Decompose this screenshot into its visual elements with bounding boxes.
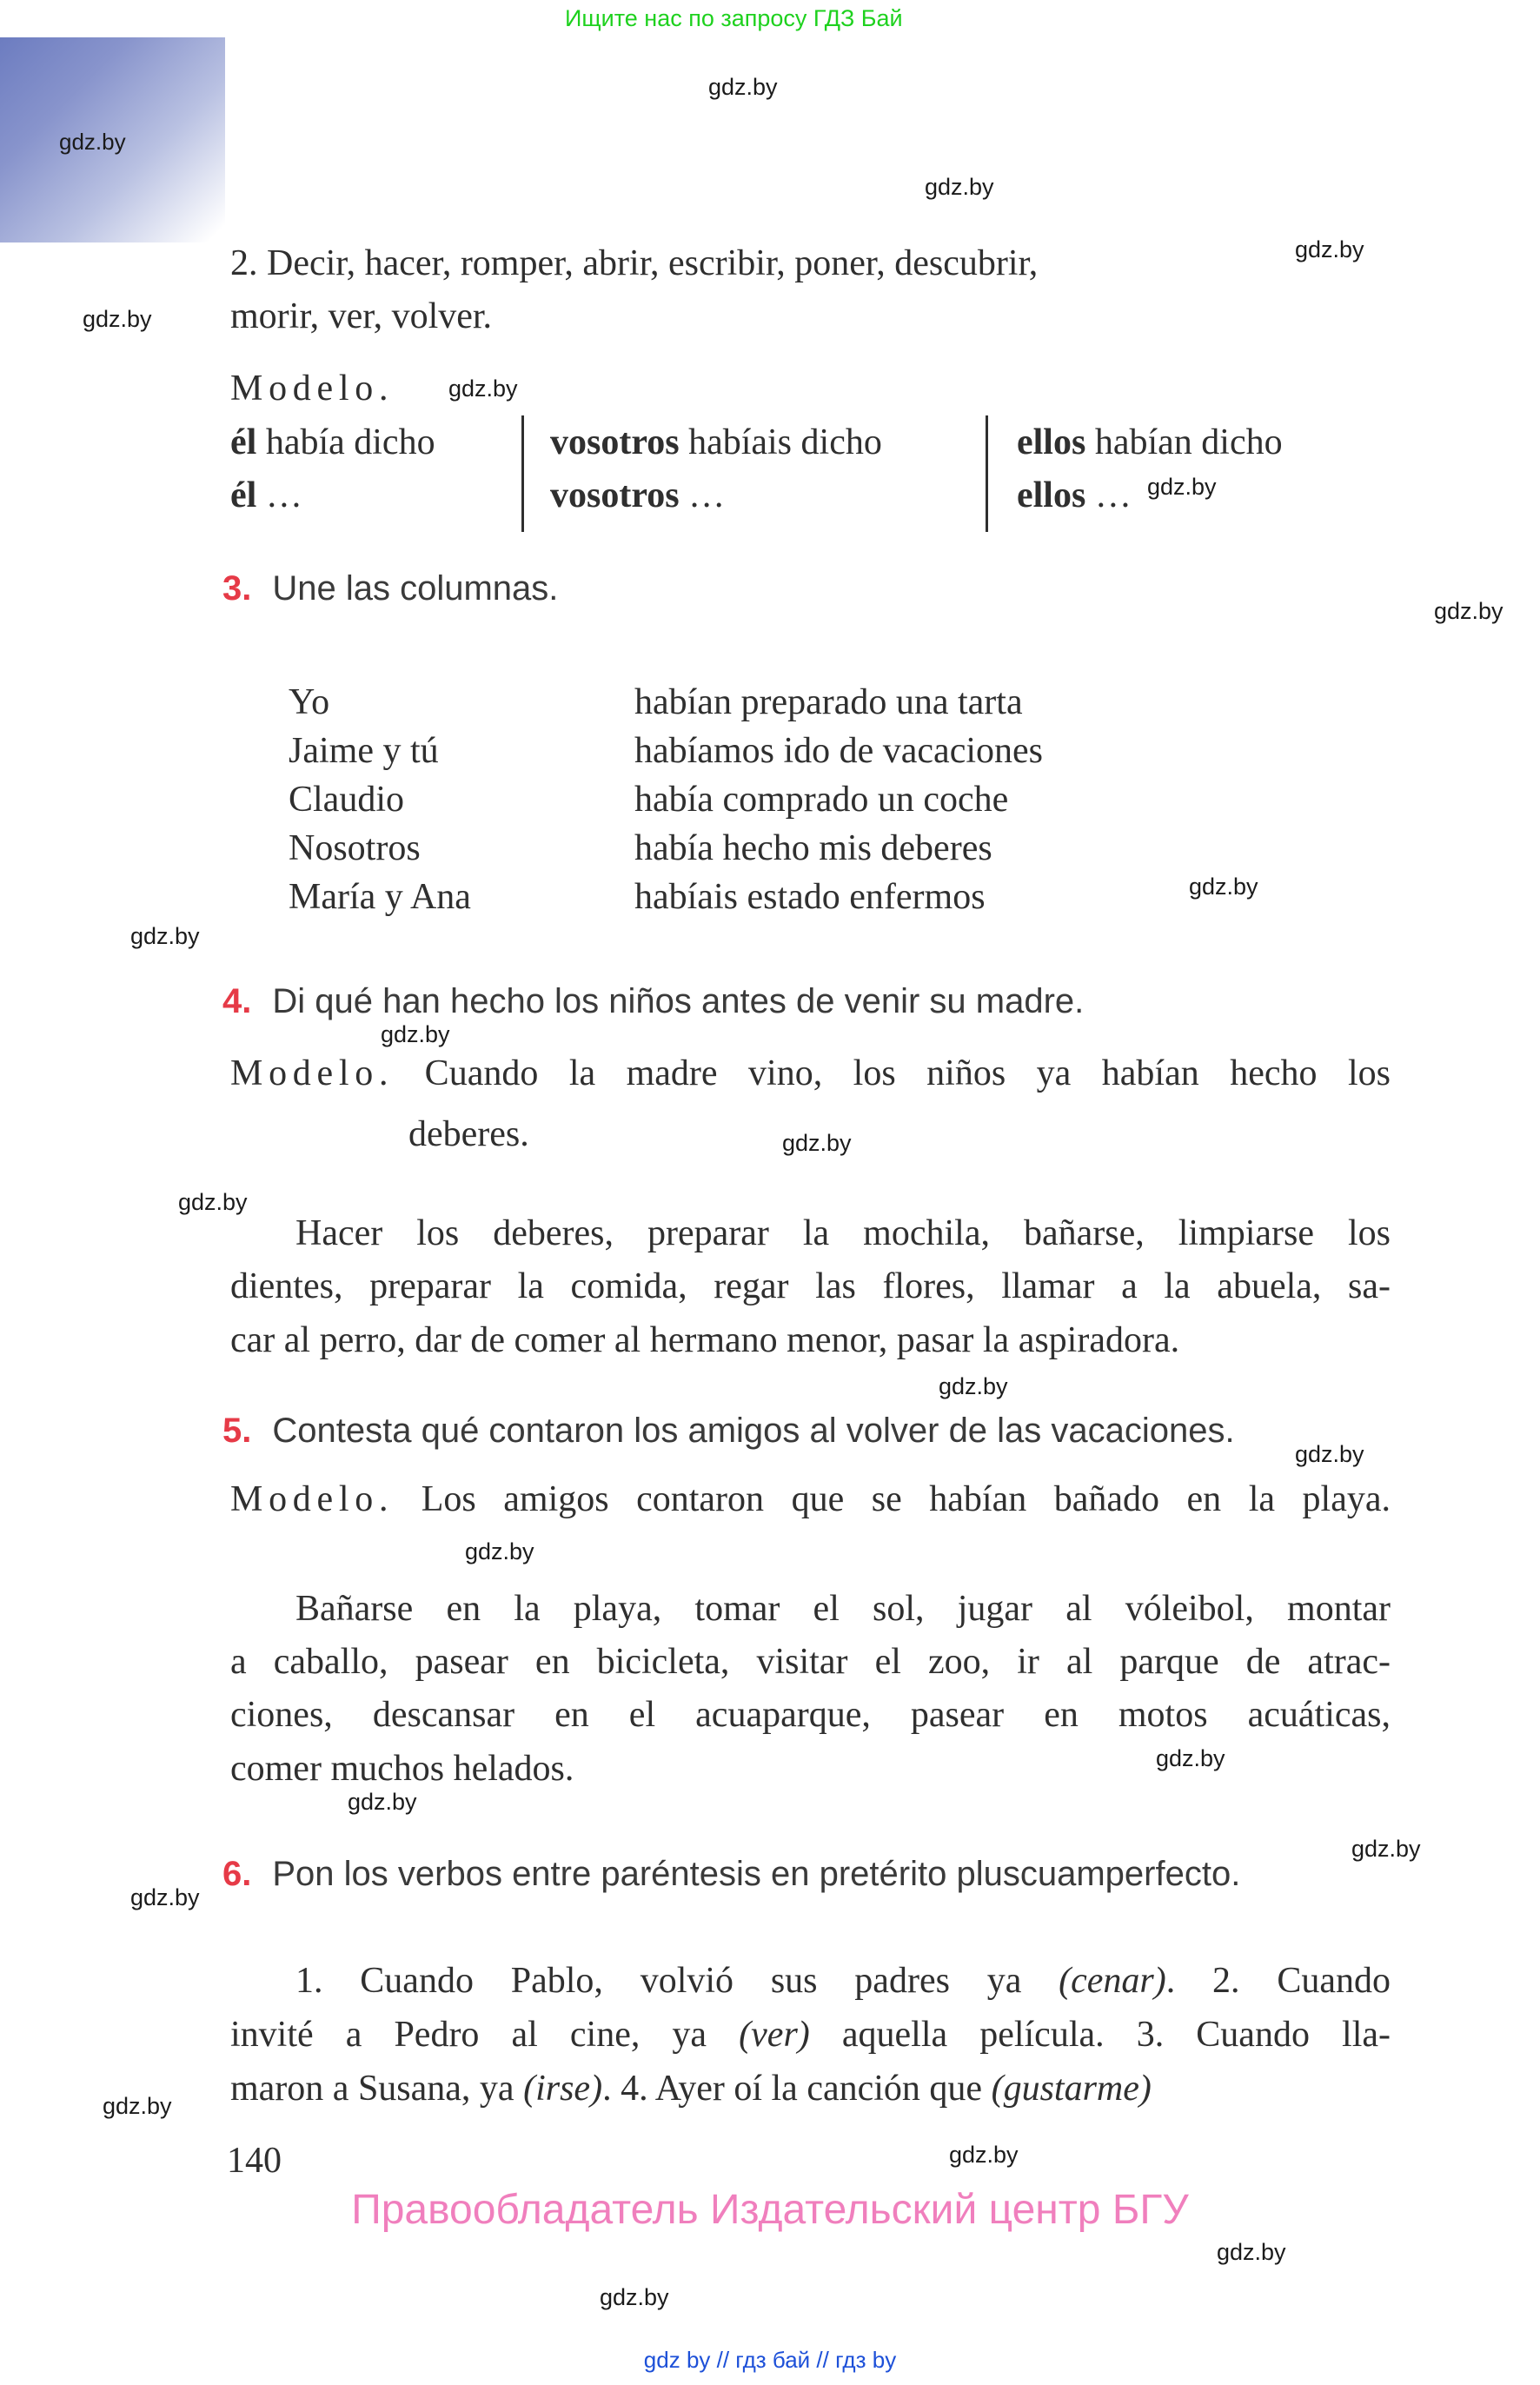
page-number: 140 [227,2141,282,2181]
exercise-title: Contesta qué contaron los amigos al volver de las vacaciones. [272,1412,1235,1450]
modelo-cell [550,475,725,515]
list-item: Nosotros [289,828,421,868]
list-item: habían preparado una tarta [634,682,1023,722]
exercise-title: Di qué han hecho los niños antes de venir su madre. [272,982,1085,1020]
modelo-cell [230,475,302,515]
exercise4-para-line3: car al perro, dar de comer al hermano menor, pasar la aspiradora. [230,1320,1180,1360]
footer-link[interactable]: gdz by // гдз бай // гдз by [643,2347,897,2373]
text-segment: él [230,475,257,515]
list-item: había hecho mis deberes [634,828,992,868]
text-segment: habíais dicho [679,422,882,462]
watermark-gdzby: gdz.by [1295,1441,1364,1467]
watermark-gdzby: gdz.by [1434,598,1503,624]
exercise6-heading [222,1855,1240,1894]
modelo4-line2: deberes. [408,1114,529,1154]
exercise-number: 6. [222,1855,252,1893]
text-segment: maron a Susana, ya [230,2069,524,2109]
exercise6-para-line1 [230,1961,1391,2001]
text-segment: él [230,422,257,462]
watermark-gdzby: gdz.by [130,923,200,949]
text-segment: ellos [1017,422,1086,462]
watermark-gdzby: gdz.by [925,174,994,200]
text-segment: aquella película. 3. Cuando lla- [809,2015,1391,2055]
watermark-gdzby: gdz.by [600,2284,669,2310]
watermark-gdzby: gdz.by [348,1789,417,1815]
list-item: Claudio [289,780,404,820]
exercise3-heading [222,569,558,608]
exercise-number: 5. [222,1412,252,1450]
watermark-gdzby: gdz.by [1217,2239,1286,2265]
modelo5-line [230,1479,1391,1519]
watermark-gdzby: gdz.by [939,1373,1008,1399]
watermark-gdzby: gdz.by [1189,874,1258,900]
exercise5-para-line4: comer muchos helados. [230,1749,574,1789]
exercise2-line2: morir, ver, volver. [230,296,493,336]
text-segment: habían dicho [1085,422,1283,462]
watermark-gdzby: gdz.by [1295,236,1364,262]
text-segment: … [1085,475,1132,515]
text-segment: (irse) [523,2069,603,2109]
exercise5-heading [222,1412,1235,1451]
exercise-number: 4. [222,982,252,1020]
match-column-right [634,678,1043,921]
watermark-gdzby: gdz.by [1147,474,1217,500]
watermark-gdzby: gdz.by [782,1130,852,1156]
modelo-cell [1017,422,1283,462]
exercise4-heading [222,982,1084,1021]
watermark-gdzby: gdz.by [465,1538,534,1565]
modelo-cell [230,422,435,462]
column-divider [521,415,524,532]
watermark-gdzby: gdz.by [178,1189,248,1215]
text-segment: vosotros [550,422,680,462]
text-segment: (ver) [739,2015,810,2055]
text-segment: ellos [1017,475,1086,515]
promo-banner: Ищите нас по запросу ГДЗ Бай [565,5,903,31]
text-segment: Modelo. [230,1479,395,1519]
exercise6-para-line3 [230,2069,1152,2109]
text-segment: Modelo. [230,1053,395,1093]
text-segment: … [256,475,302,515]
column-divider [986,415,988,532]
text-segment: vosotros [550,475,680,515]
modelo-label: Modelo. [230,369,395,409]
text-segment: . 2. Cuando [1165,1961,1391,2001]
exercise5-para-line1: Bañarse en la playa, tomar el sol, jugar al vóleibol, montar [295,1589,1391,1629]
text-segment: Los amigos contaron que se habían bañado en la playa. [394,1479,1391,1519]
exercise-title: Une las columnas. [272,569,559,608]
text-segment: Cuando la madre vino, los niños ya habían hecho los [394,1053,1391,1093]
exercise4-para-line1: Hacer los deberes, preparar la mochila, bañarse, limpiarse los [295,1213,1391,1253]
list-item: habíais estado enfermos [634,877,986,917]
watermark-gdzby: gdz.by [448,375,518,402]
watermark-gdzby: gdz.by [708,74,778,100]
text-segment: … [679,475,726,515]
exercise-number: 3. [222,569,252,608]
exercise-title: Pon los verbos entre paréntesis en pretérito pluscuamperfecto. [272,1855,1241,1893]
modelo-cell [1017,475,1132,515]
text-segment: 1. Cuando Pablo, volvió sus padres ya [295,1961,1059,2001]
list-item: había comprado un coche [634,780,1009,820]
exercise5-para-line2: a caballo, pasear en bicicleta, visitar el zoo, ir al parque de atrac- [230,1642,1391,1682]
copyright-line: Правообладатель Издательский центр БГУ [351,2187,1189,2233]
match-column-left [289,678,471,921]
text-segment: invité a Pedro al cine, ya [230,2015,740,2055]
exercise2-line1: 2. Decir, hacer, romper, abrir, escribir, poner, descubrir, [230,243,1039,283]
text-segment: . 4. Ayer oí la canción que [602,2069,992,2109]
list-item: María y Ana [289,877,471,917]
watermark-gdzby: gdz.by [1156,1745,1225,1771]
watermark-gdzby: gdz.by [103,2093,172,2119]
watermark-gdzby: gdz.by [949,2142,1019,2168]
text-segment: había dicho [256,422,435,462]
list-item: habíamos ido de vacaciones [634,731,1043,771]
watermark-gdzby: gdz.by [83,306,152,332]
exercise5-para-line3: ciones, descansar en el acuaparque, pasear en motos acuáticas, [230,1695,1391,1735]
watermark-gdzby: gdz.by [59,129,126,155]
watermark-gdzby: gdz.by [1351,1836,1421,1862]
list-item: Jaime y tú [289,731,439,771]
exercise6-para-line2 [230,2015,1391,2055]
text-segment: (cenar) [1059,1961,1166,2001]
modelo-cell [550,422,882,462]
modelo4-line1 [230,1053,1391,1093]
watermark-gdzby: gdz.by [130,1884,200,1910]
list-item: Yo [289,682,330,722]
exercise4-para-line2: dientes, preparar la comida, regar las flores, llamar a la abuela, sa- [230,1266,1391,1306]
watermark-gdzby: gdz.by [381,1021,450,1047]
text-segment: (gustarme) [991,2069,1152,2109]
